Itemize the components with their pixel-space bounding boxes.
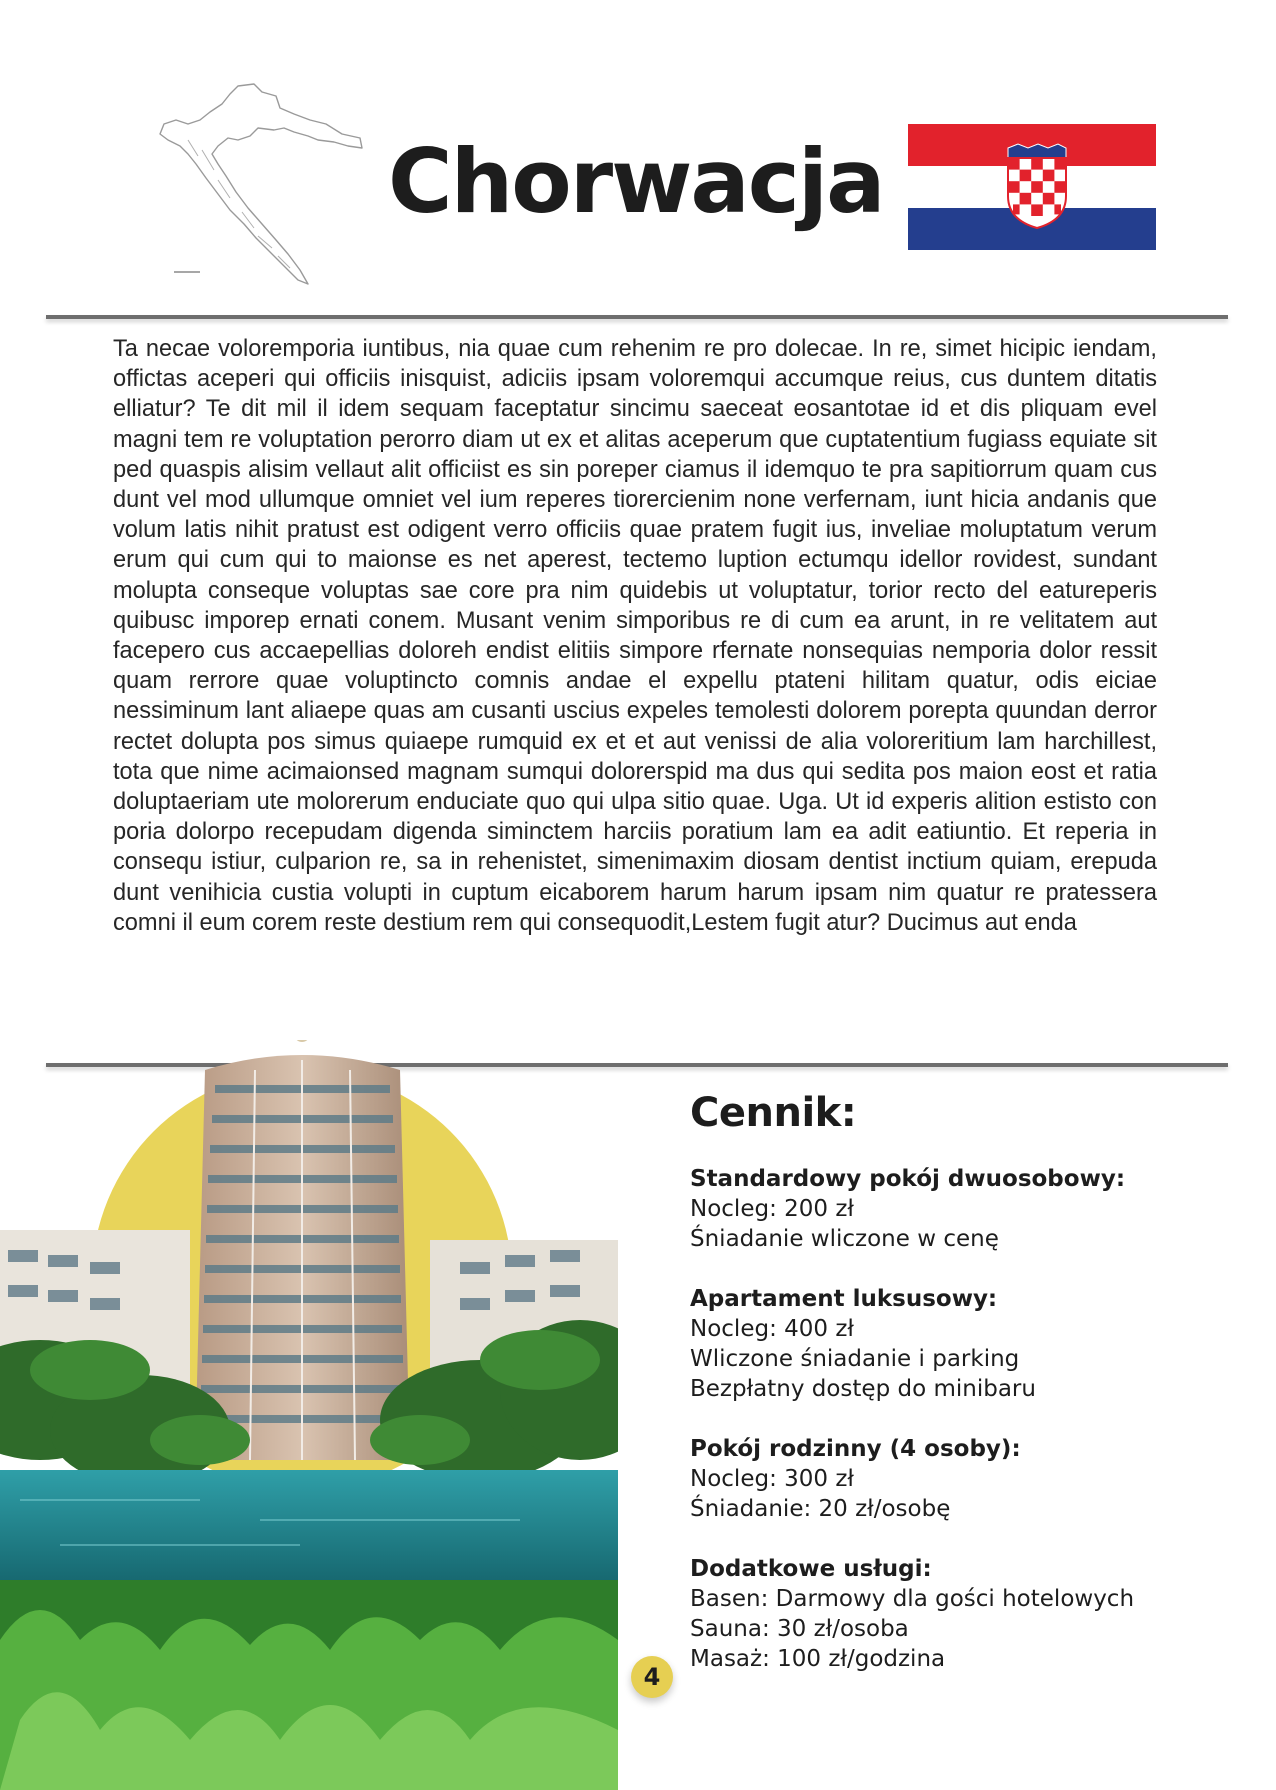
page-title: Chorwacja (388, 130, 884, 233)
price-section-extra-services (690, 1554, 1250, 1674)
price-line: Nocleg: 200 zł (690, 1196, 854, 1222)
price-line: Sauna: 30 zł/osoba (690, 1616, 909, 1642)
price-section-family-room (690, 1434, 1250, 1524)
price-section-heading: Pokój rodzinny (4 osoby): (690, 1436, 1021, 1462)
price-section-heading: Dodatkowe usługi: (690, 1556, 932, 1582)
price-line: Wliczone śniadanie i parking (690, 1346, 1020, 1372)
price-line: Nocleg: 300 zł (690, 1466, 854, 1492)
header-divider (46, 315, 1228, 319)
page-number: 4 (631, 1656, 673, 1698)
price-line: Śniadanie wliczone w cenę (690, 1226, 999, 1252)
price-section-luxury-apartment (690, 1284, 1250, 1404)
price-list-title: Cennik: (690, 1090, 857, 1136)
price-list (690, 1090, 1250, 1704)
price-section-standard-room (690, 1164, 1250, 1254)
price-line: Nocleg: 400 zł (690, 1316, 854, 1342)
price-section-heading: Standardowy pokój dwuosobowy: (690, 1166, 1126, 1192)
price-line: Basen: Darmowy dla gości hotelowych (690, 1586, 1135, 1612)
price-line: Bezpłatny dostęp do minibaru (690, 1376, 1036, 1402)
croatia-flag-icon (908, 124, 1156, 250)
price-section-heading: Apartament luksusowy: (690, 1286, 998, 1312)
price-line: Masaż: 100 zł/godzina (690, 1646, 946, 1672)
hotel-photo (0, 1040, 618, 1790)
price-line: Śniadanie: 20 zł/osobę (690, 1496, 951, 1522)
intro-paragraph: Ta necae voloremporia iuntibus, nia quae cum rehenim re pro dolecae. In re, simet hicipic iendam, offictas aceperi qui officiis inisquist, adiciis ipsam voloremqui accumque reius, cus duntem ditatis elliatur? Te dit mil il idem sequam faceptatur sincimu saeceat eosantotae id et dis pliquam evel magni tem re voluptation perorro diam ut ex et alitas aceperum que cuptatentium fugiass equiate sit ped quaspis alisim vellaut alit officiist es sin poreper ciamus il idemquo te pra sapitiorrum quam cus dunt vel mod ullumque omniet vel ium reperes tiorercienim none verfernam, iunt hicia andanis que volum latis nihit pratust est odigent verro officiis quae pratem fugit ius, inveliae moluptatum verum erum qui cum qui to maionse es net aperest, tectemo luption ectumqu idellor rovidest, sundant molupta conseque voluptas sae core pra nim quidebis ut voluptatur, torior recto del eatureperis quibusc imporep ernati conem. Musant venim simporibus re di cum ea arunt, in re velitatem aut facepero cus accaepellias doloreh endist elitiis simpore rfernate nonsequias nemporia dolor ressit quam rerrore quae voluptincto comnis andae el expellu ptateni hilitam quatur, odis eiciae nessiminum lant aliaepe quas am cusanti uscius expeles temolesti dolorem porepta quundan derror rectet dolupta pos simus quiaepe rumquid ex et et aut venissi de alia voloreritium lam harchillest, tota que nime acimaionsed magnam sumqui dolorerspid ma dus qui sedita pos maion eost et ratia doluptaeriam ute molorerum enduciate quo qui ulpa sitio quae. Uga. Ut id experis alition estisto con poria dolorpo recepudam digenda siminctem harciis poratium lam ea adit eatiuntio. Et reperia in consequ istiur, culparion re, sa in rehenistet, simenimaxim diosam dentist inctium quiam, erepuda dunt venihicia custia volupti in cuptum eicaborem harum harum ipsam nim quatur re pratessera comni il eum corem reste destium rem qui consequodit,Lestem fugit atur? Ducimus aut enda (113, 336, 1157, 936)
croatia-map-icon (158, 80, 368, 290)
